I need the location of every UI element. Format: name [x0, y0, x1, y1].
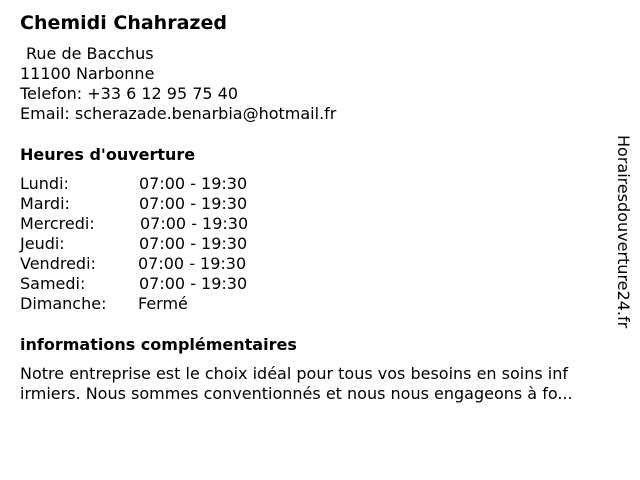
- phone-line: Telefon: +33 6 12 95 75 40: [20, 84, 239, 103]
- day-label: Vendredi:: [20, 254, 96, 273]
- hours-row-sunday: [20, 294, 280, 314]
- hours-row-monday: [20, 174, 280, 194]
- day-label: Dimanche:: [20, 294, 107, 313]
- day-label: Lundi:: [20, 174, 69, 193]
- time-value: 07:00 - 19:30: [138, 254, 247, 273]
- time-value: 07:00 - 19:30: [139, 274, 248, 293]
- description-line: irmiers. Nous sommes conventionnés et nous nous engageons à fo...: [20, 384, 573, 403]
- day-label: Mercredi:: [20, 214, 95, 233]
- day-label: Jeudi:: [20, 234, 65, 253]
- email-line: Email: scherazade.benarbia@hotmail.fr: [20, 104, 337, 123]
- hours-row-saturday: [20, 274, 280, 294]
- day-label: Samedi:: [20, 274, 86, 293]
- city-line: 11100 Narbonne: [20, 64, 155, 83]
- time-value: 07:00 - 19:30: [139, 174, 248, 193]
- hours-heading: Heures d'ouverture: [20, 145, 196, 164]
- contact-block: [20, 44, 336, 124]
- time-value: 07:00 - 19:30: [140, 214, 249, 233]
- hours-row-wednesday: [20, 214, 280, 234]
- street-address: Rue de Bacchus: [26, 44, 154, 63]
- description-line: Notre entreprise est le choix idéal pour tous vos besoins en soins inf: [20, 364, 568, 383]
- day-label: Mardi:: [20, 194, 70, 213]
- opening-hours-table: [20, 174, 280, 314]
- hours-row-friday: [20, 254, 280, 274]
- hours-row-thursday: [20, 234, 280, 254]
- business-name: Chemidi Chahrazed: [20, 12, 227, 34]
- site-watermark: Horairesdouverture24.fr: [614, 135, 633, 329]
- time-value: 07:00 - 19:30: [139, 194, 248, 213]
- time-value: 07:00 - 19:30: [139, 234, 248, 253]
- info-heading: informations complémentaires: [20, 335, 297, 354]
- time-value: Fermé: [138, 294, 188, 313]
- description-text: [20, 364, 620, 404]
- hours-row-tuesday: [20, 194, 280, 214]
